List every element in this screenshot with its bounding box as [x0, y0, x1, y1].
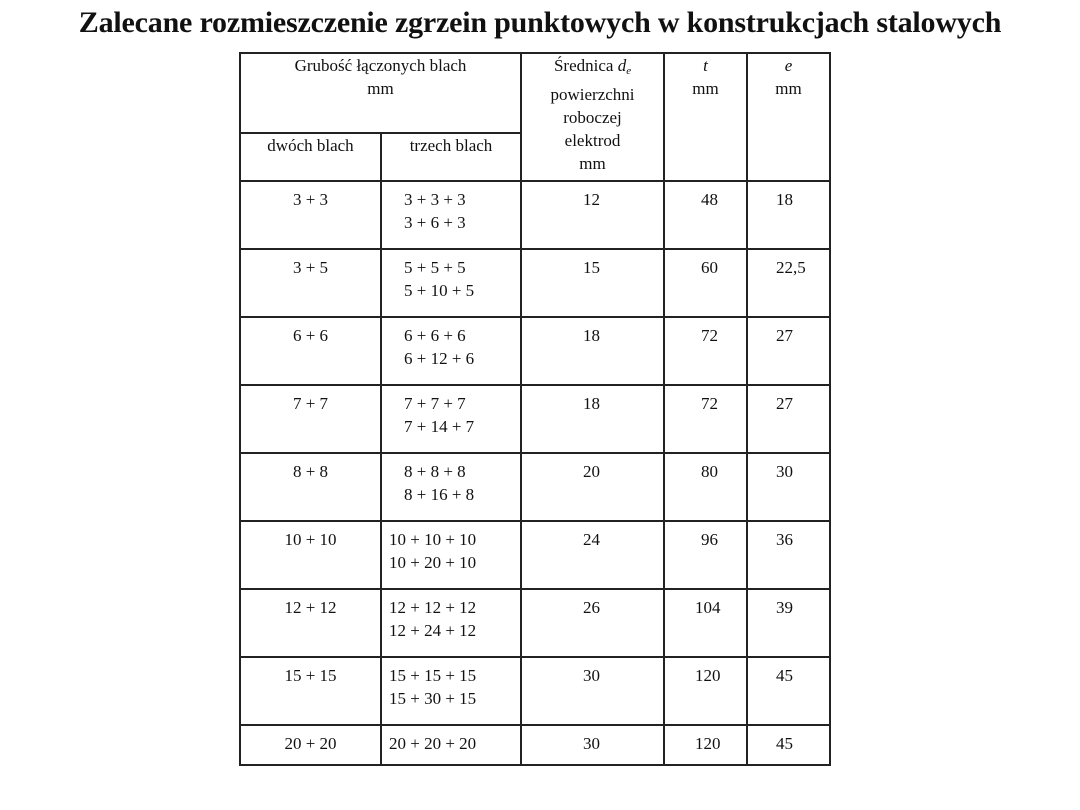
cell-two-sheets: 8 + 8	[240, 453, 381, 521]
header-t-symbol: t	[703, 56, 708, 75]
header-t	[664, 53, 747, 181]
header-e-symbol: e	[784, 56, 793, 75]
cell-t: 72	[664, 317, 747, 385]
header-sheet-thickness	[240, 53, 521, 133]
cell-e: 27	[747, 385, 830, 453]
cell-t: 120	[664, 657, 747, 725]
cell-t: 48	[664, 181, 747, 249]
cell-three-sheets: 7 + 7 + 7 7 + 14 + 7	[381, 385, 521, 453]
header-two-sheets: dwóch blach	[240, 133, 381, 181]
cell-two-sheets: 3 + 3	[240, 181, 381, 249]
cell-three-sheets: 10 + 10 + 10 10 + 20 + 10	[381, 521, 521, 589]
cell-three-sheets: 12 + 12 + 12 12 + 24 + 12	[381, 589, 521, 657]
cell-two-sheets: 10 + 10	[240, 521, 381, 589]
cell-two-sheets: 20 + 20	[240, 725, 381, 765]
cell-t: 120	[664, 725, 747, 765]
table-row	[240, 657, 830, 725]
cell-two-sheets: 6 + 6	[240, 317, 381, 385]
cell-t: 104	[664, 589, 747, 657]
table-row	[240, 317, 830, 385]
cell-e: 18	[747, 181, 830, 249]
cell-t: 60	[664, 249, 747, 317]
cell-t: 80	[664, 453, 747, 521]
cell-three-sheets: 15 + 15 + 15 15 + 30 + 15	[381, 657, 521, 725]
cell-e: 45	[747, 657, 830, 725]
cell-t: 96	[664, 521, 747, 589]
cell-two-sheets: 7 + 7	[240, 385, 381, 453]
cell-electrode-diameter: 30	[521, 657, 664, 725]
cell-electrode-diameter: 12	[521, 181, 664, 249]
cell-t: 72	[664, 385, 747, 453]
table-row	[240, 725, 830, 765]
cell-e: 27	[747, 317, 830, 385]
header-de-line2: powierzchni	[550, 85, 635, 104]
header-three-sheets: trzech blach	[381, 133, 521, 181]
cell-electrode-diameter: 20	[521, 453, 664, 521]
cell-e: 36	[747, 521, 830, 589]
table-row	[240, 385, 830, 453]
cell-electrode-diameter: 26	[521, 589, 664, 657]
cell-e: 30	[747, 453, 830, 521]
header-de-line4: elektrod	[564, 131, 621, 150]
table-row	[240, 181, 830, 249]
cell-electrode-diameter: 24	[521, 521, 664, 589]
cell-two-sheets: 15 + 15	[240, 657, 381, 725]
header-electrode-diameter	[521, 53, 664, 181]
cell-three-sheets: 3 + 3 + 3 3 + 6 + 3	[381, 181, 521, 249]
cell-e: 45	[747, 725, 830, 765]
cell-two-sheets: 12 + 12	[240, 589, 381, 657]
weld-spacing-table	[239, 52, 831, 766]
header-de-unit: mm	[579, 154, 606, 173]
page-title: Zalecane rozmieszczenie zgrzein punktowych w konstrukcjach stalowych	[78, 6, 1002, 39]
table-row	[240, 453, 830, 521]
cell-three-sheets: 8 + 8 + 8 8 + 16 + 8	[381, 453, 521, 521]
table-row	[240, 249, 830, 317]
header-sheet-thickness-unit: mm	[367, 79, 394, 98]
header-de-line3: roboczej	[563, 108, 622, 127]
header-de-line1: Średnica $d_e$	[553, 56, 632, 77]
cell-e: 39	[747, 589, 830, 657]
table-row	[240, 521, 830, 589]
cell-two-sheets: 3 + 5	[240, 249, 381, 317]
table-row	[240, 589, 830, 657]
cell-three-sheets: 5 + 5 + 5 5 + 10 + 5	[381, 249, 521, 317]
cell-electrode-diameter: 18	[521, 385, 664, 453]
header-e	[747, 53, 830, 181]
cell-electrode-diameter: 18	[521, 317, 664, 385]
cell-electrode-diameter: 15	[521, 249, 664, 317]
cell-three-sheets: 20 + 20 + 20	[381, 725, 521, 765]
table-body	[240, 181, 830, 765]
header-e-unit: mm	[775, 79, 802, 98]
cell-e: 22,5	[747, 249, 830, 317]
cell-three-sheets: 6 + 6 + 6 6 + 12 + 6	[381, 317, 521, 385]
header-sheet-thickness-label: Grubość łączonych blach	[294, 56, 467, 75]
header-t-unit: mm	[692, 79, 719, 98]
cell-electrode-diameter: 30	[521, 725, 664, 765]
